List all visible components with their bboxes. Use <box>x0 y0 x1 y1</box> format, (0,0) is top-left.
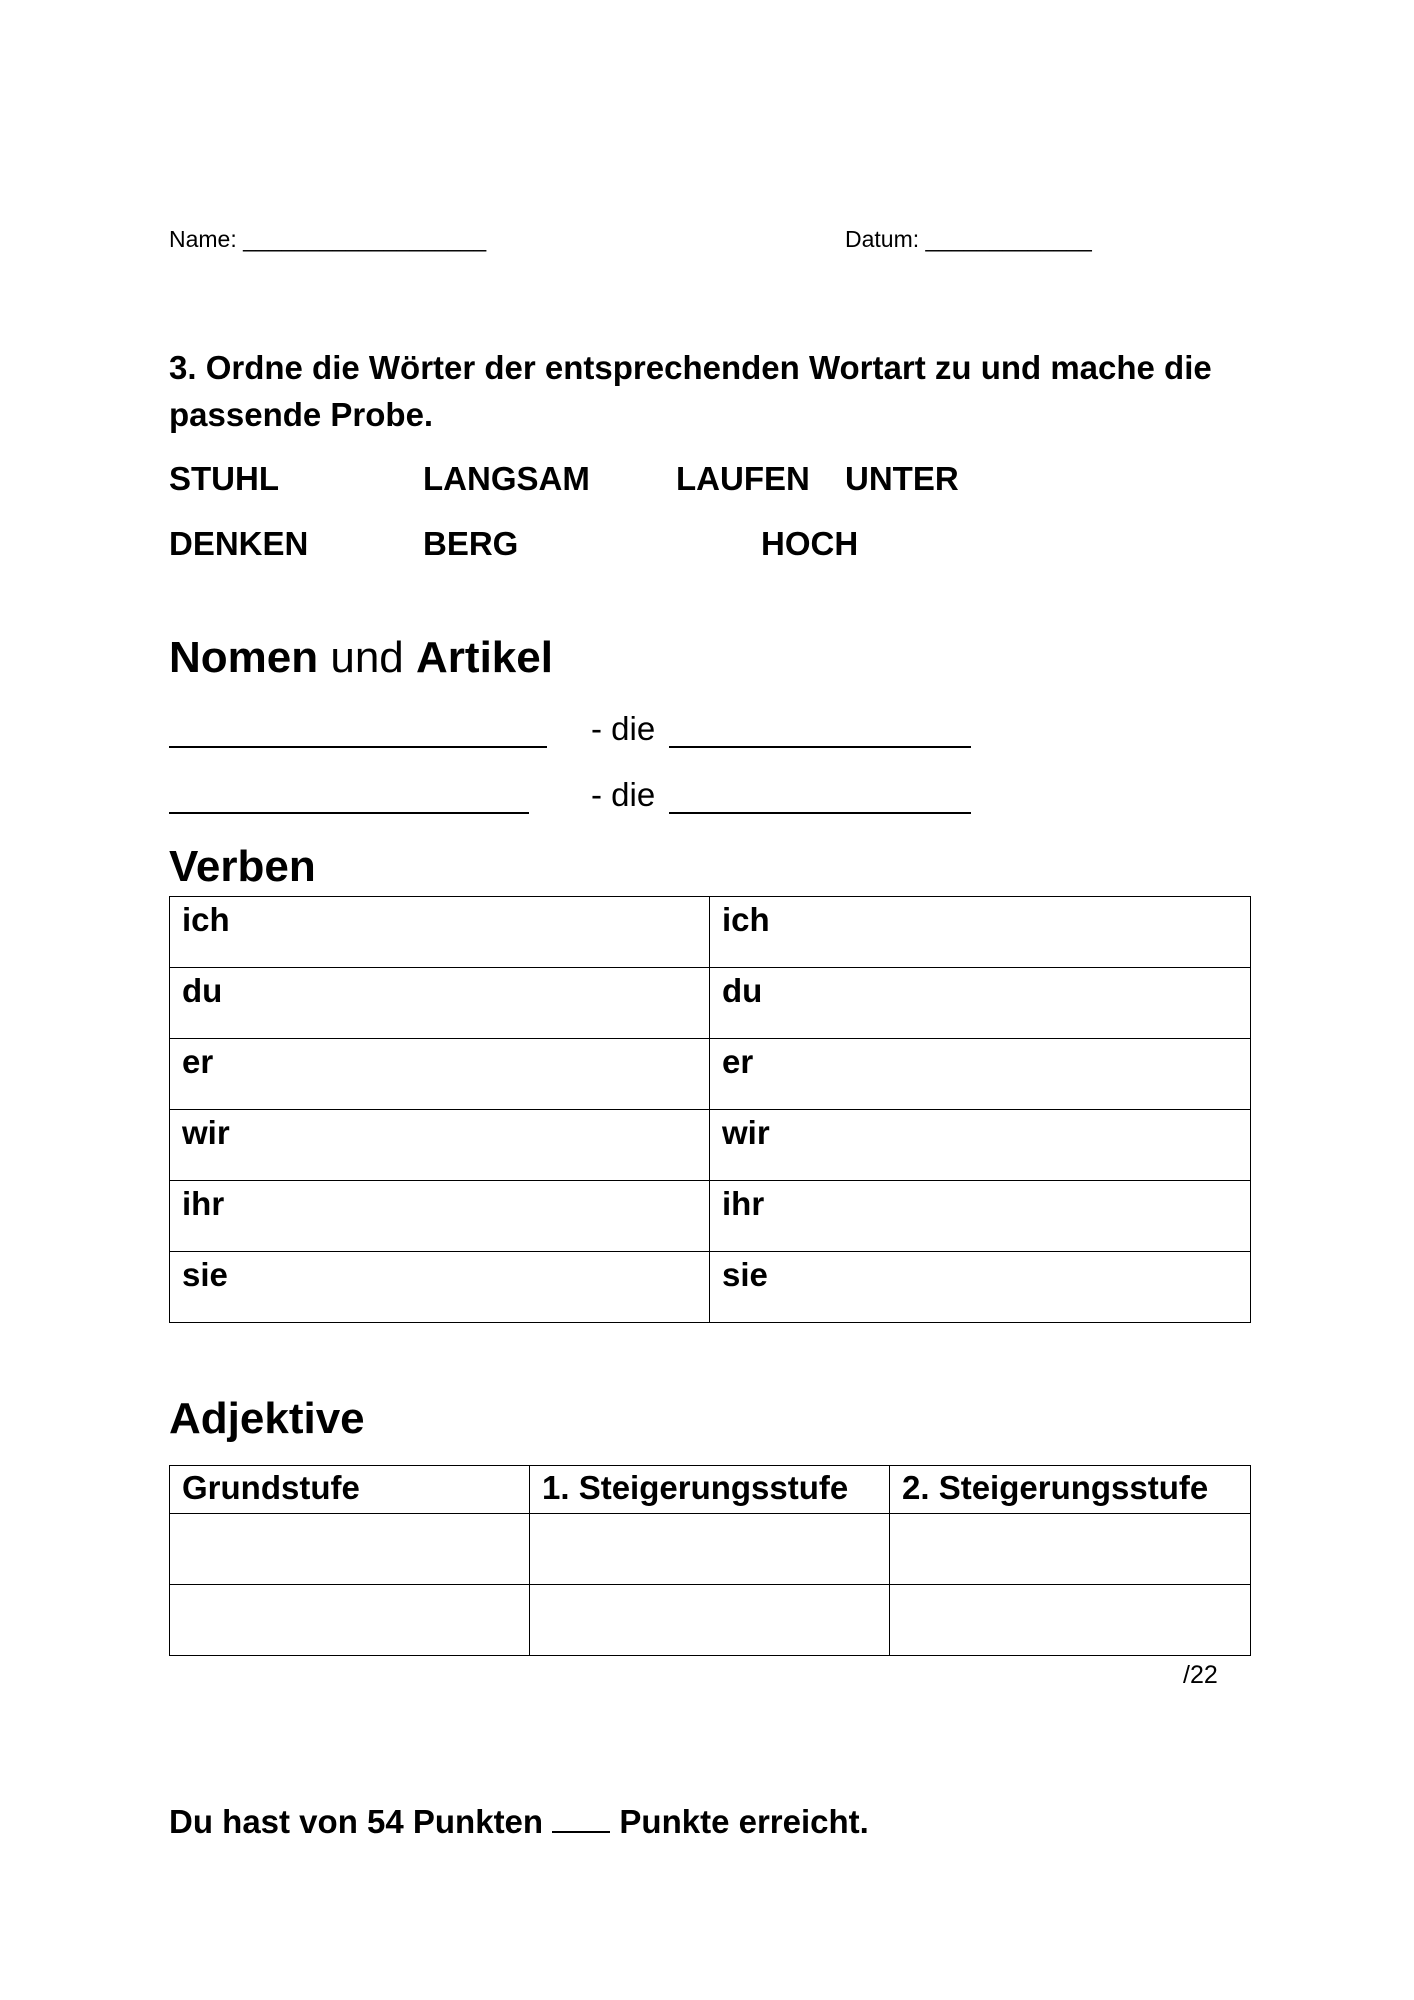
noun-blank-2[interactable] <box>169 784 529 814</box>
adjective-comparison-table <box>169 1465 1251 1656</box>
verb-row <box>170 897 1251 968</box>
name-field <box>169 226 486 253</box>
task-line-2: passende Probe. <box>169 396 434 433</box>
verb-row <box>170 1252 1251 1323</box>
verb-cell-right[interactable]: wir <box>710 1110 1251 1181</box>
word-hoch: HOCH <box>761 525 859 562</box>
section-score: /22 <box>1183 1661 1218 1689</box>
date-field <box>845 226 1092 253</box>
verb-row <box>170 968 1251 1039</box>
nouns-heading-nomen: Nomen <box>169 633 319 682</box>
score-blank[interactable] <box>552 1807 610 1833</box>
date-blank[interactable]: _____________ <box>925 226 1092 252</box>
adjective-cell[interactable] <box>170 1514 530 1585</box>
nouns-heading-und: und <box>330 633 404 682</box>
name-blank[interactable]: ___________________ <box>243 226 487 252</box>
article-label-2: - die <box>591 776 656 813</box>
nouns-heading <box>169 633 553 683</box>
score-text-before: Du hast von 54 Punkten <box>169 1803 544 1840</box>
word-berg: BERG <box>423 525 519 562</box>
verb-cell-left[interactable]: du <box>170 968 710 1039</box>
verb-cell-right[interactable]: du <box>710 968 1251 1039</box>
word-langsam: LANGSAM <box>423 460 590 497</box>
verb-conjugation-table <box>169 896 1251 1323</box>
verb-cell-right[interactable]: er <box>710 1039 1251 1110</box>
adjectives-heading: Adjektive <box>169 1394 365 1443</box>
score-text-after: Punkte erreicht. <box>619 1803 869 1840</box>
adjective-cell[interactable] <box>890 1585 1251 1656</box>
col-steigerung-1: 1. Steigerungsstufe <box>530 1466 890 1514</box>
verb-row <box>170 1039 1251 1110</box>
date-label: Datum: <box>845 226 920 252</box>
article-blank-2[interactable] <box>669 784 971 814</box>
adjective-header-row <box>170 1466 1251 1514</box>
adjective-cell[interactable] <box>890 1514 1251 1585</box>
verb-cell-left[interactable]: wir <box>170 1110 710 1181</box>
col-steigerung-2: 2. Steigerungsstufe <box>890 1466 1251 1514</box>
verb-cell-left[interactable]: er <box>170 1039 710 1110</box>
article-blank-1[interactable] <box>669 718 971 748</box>
nouns-heading-artikel: Artikel <box>416 633 553 682</box>
verb-cell-left[interactable]: sie <box>170 1252 710 1323</box>
word-stuhl: STUHL <box>169 460 279 497</box>
verb-cell-right[interactable]: ihr <box>710 1181 1251 1252</box>
verb-cell-left[interactable]: ihr <box>170 1181 710 1252</box>
word-laufen: LAUFEN <box>676 460 810 497</box>
col-grundstufe: Grundstufe <box>170 1466 530 1514</box>
score-summary <box>169 1803 869 1841</box>
adjective-row <box>170 1585 1251 1656</box>
adjective-cell[interactable] <box>530 1514 890 1585</box>
word-unter: UNTER <box>845 460 959 497</box>
verb-cell-left[interactable]: ich <box>170 897 710 968</box>
adjective-cell[interactable] <box>530 1585 890 1656</box>
word-denken: DENKEN <box>169 525 309 562</box>
verb-row <box>170 1181 1251 1252</box>
task-line-1: 3. Ordne die Wörter der entsprechenden Wortart zu und mache die <box>169 349 1212 386</box>
verb-cell-right[interactable]: ich <box>710 897 1251 968</box>
article-label-1: - die <box>591 710 656 747</box>
verb-cell-right[interactable]: sie <box>710 1252 1251 1323</box>
adjective-cell[interactable] <box>170 1585 530 1656</box>
adjective-row <box>170 1514 1251 1585</box>
task-instruction <box>169 344 1212 438</box>
verb-row <box>170 1110 1251 1181</box>
verbs-heading: Verben <box>169 842 316 891</box>
noun-blank-1[interactable] <box>169 718 547 748</box>
name-label: Name: <box>169 226 237 252</box>
